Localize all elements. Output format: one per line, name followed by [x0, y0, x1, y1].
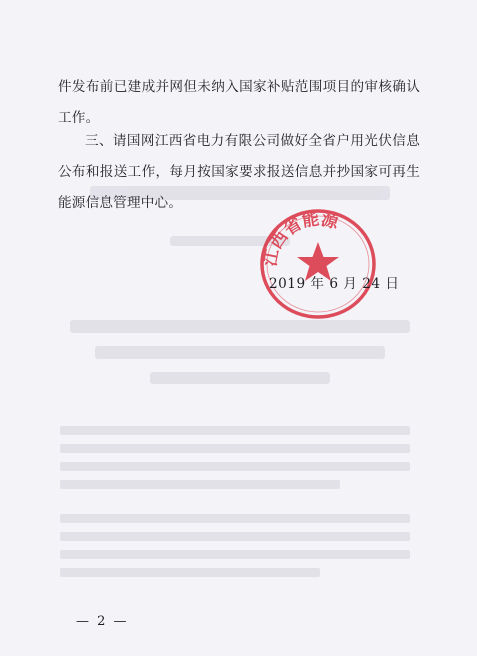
seal-text: 江西省能源 [260, 209, 341, 268]
issue-date: 2019 年 6 月 24 日 [269, 276, 400, 292]
official-seal [255, 204, 379, 322]
paragraph-2: 三、请国网江西省电力有限公司做好全省户用光伏信息公布和报送工作，每月按国家要求报送信息并抄国家可再生能源信息管理中心。 [58, 133, 420, 211]
paragraph-1: 件发布前已建成并网但未纳入国家补贴范围项目的审核确认工作。 [58, 79, 420, 126]
page-number: — 2 — [76, 614, 129, 629]
